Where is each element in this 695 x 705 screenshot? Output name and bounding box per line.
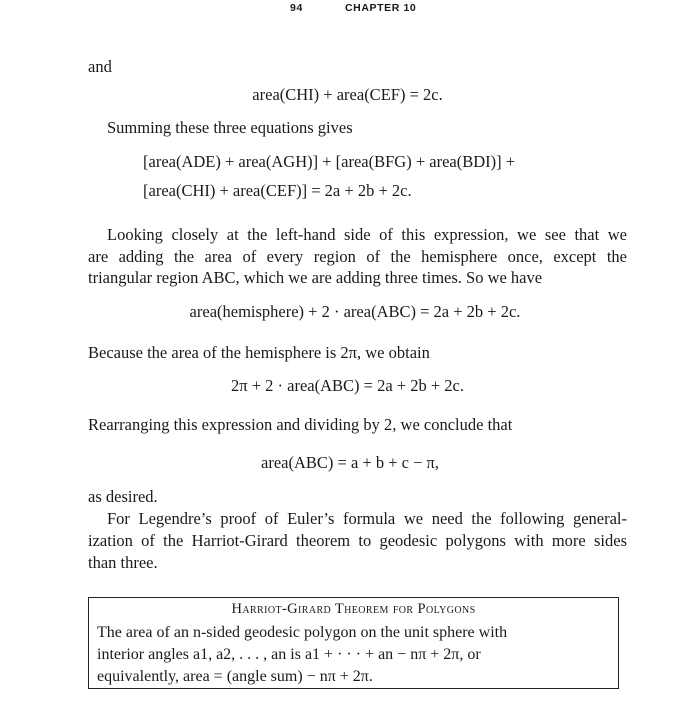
theorem-line3: equivalently, area = (angle sum) − nπ + 2π. [97, 668, 373, 685]
paragraph2-line2: ization of the Harriot-Girard theorem to geodesic polygons with more sides [88, 531, 627, 550]
equation-hemisphere: area(hemisphere) + 2 · area(ABC) = 2a + 2b + 2c. [189, 302, 521, 321]
paragraph1-line1: Looking closely at the left-hand side of this expression, we see that we [107, 225, 627, 244]
theorem-line1: The area of an n-sided geodesic polygon on the unit sphere with [97, 624, 508, 641]
chapter-label: CHAPTER 10 [345, 2, 417, 14]
equation-chi-cef: area(CHI) + area(CEF) = 2c. [252, 85, 443, 104]
text-because: Because the area of the hemisphere is 2π, we obtain [88, 343, 430, 362]
page-number: 94 [290, 2, 303, 14]
equation-two-pi: 2π + 2 · area(ABC) = 2a + 2b + 2c. [231, 376, 464, 395]
equation-area-abc: area(ABC) = a + b + c − π, [261, 453, 439, 472]
text-as-desired: as desired. [88, 487, 158, 506]
paragraph1-line2: are adding the area of every region of the hemisphere once, except the [88, 247, 627, 266]
equation-sum-line1: [area(ADE) + area(AGH)] + [area(BFG) + area(BDI)] + [143, 152, 516, 171]
text-rearranging: Rearranging this expression and dividing by 2, we conclude that [88, 415, 513, 434]
theorem-line2: interior angles a1, a2, . . . , an is a1 + · · · + an − nπ + 2π, or [97, 646, 481, 663]
equation-sum-line2: [area(CHI) + area(CEF)] = 2a + 2b + 2c. [143, 181, 412, 200]
paragraph2-line3: than three. [88, 553, 158, 572]
running-header [0, 2, 695, 18]
text-and: and [88, 57, 112, 76]
text-summing: Summing these three equations gives [107, 118, 353, 137]
paragraph1-line3: triangular region ABC, which we are adding three times. So we have [88, 268, 543, 287]
theorem-title: Harriot-Girard Theorem for Polygons [231, 601, 476, 617]
paragraph2-line1: For Legendre’s proof of Euler’s formula we need the following general- [107, 509, 627, 528]
